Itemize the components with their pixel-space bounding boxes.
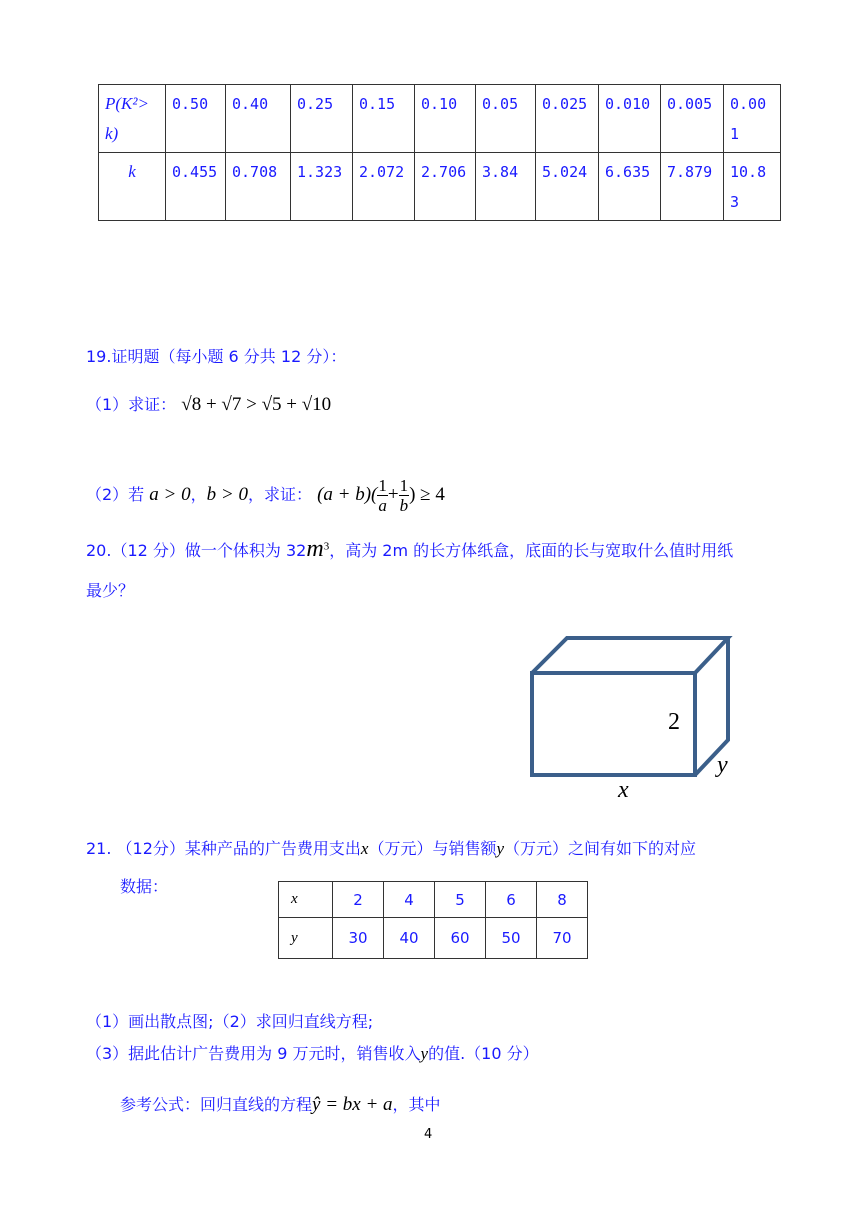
table-cell: 6.635 [599,153,661,221]
q19-part1 [86,392,331,416]
q19-rhs: ) ≥ 4 [409,484,445,505]
table-cell: 0.40 [226,85,291,153]
table-cell: 60 [435,918,486,959]
q21-ref-b: ，其中 [392,1095,441,1114]
page-number: 4 [424,1127,433,1142]
fraction-numerator: 1 [399,476,409,495]
table-cell: 5 [435,882,486,918]
table-row [99,85,781,153]
table-cell: 2.072 [353,153,415,221]
table-row [279,882,588,918]
q20-unit: m [306,536,324,562]
table-cell: 8 [537,882,588,918]
fraction-numerator: 1 [378,476,387,495]
q19-title: 19.证明题（每小题 6 分共 12 分）： [86,347,347,366]
q20-text-a: 20.（12 分）做一个体积为 32 [86,541,307,560]
table-row [99,153,781,221]
q19-part1-math: √8 + √7 > √5 + √10 [181,394,332,415]
table-cell: 70 [537,918,588,959]
table-header-cell: P(K²>k) [99,85,166,153]
var-y: y [420,1044,429,1063]
table-cell: 0.025 [536,85,599,153]
cuboid-label-height: 2 [668,709,680,735]
table-cell: 10.83 [724,153,781,221]
q21-sub1: （1）画出散点图;（2）求回归直线方程; [86,1012,374,1031]
table-header-cell: x [279,882,333,918]
table-row [279,918,588,959]
table-cell: 2 [333,882,384,918]
table-header-cell: y [279,918,333,959]
fraction-1-over-a [377,476,388,515]
q21-text-b: （万元）与销售额 [368,839,497,858]
q21-line2: 数据： [120,877,169,896]
q20-unit-exp: 3 [323,540,330,553]
table-cell: 0.455 [166,153,226,221]
chi-square-table [98,84,781,221]
var-y: y [496,839,505,858]
table-cell: 7.879 [661,153,724,221]
table-cell: 5.024 [536,153,599,221]
q19-sep: ， [190,485,207,504]
table-cell: 50 [486,918,537,959]
fraction-denominator: b [399,496,409,515]
q21-sub3-b: 的值.（10 分） [428,1044,539,1063]
q19-cond-b: b > 0 [206,484,248,505]
cuboid-figure [520,630,745,805]
q20-line2: 最少？ [86,581,135,600]
cuboid-top-face [532,638,728,673]
q19-part1-label: （1）求证： [86,395,177,414]
table-cell: 0.05 [476,85,536,153]
fraction-1-over-b [399,476,410,515]
table-cell: 0.50 [166,85,226,153]
table-cell: 0.10 [415,85,476,153]
q19-part2-label: （2）若 [86,485,145,504]
q20-text-b: ，高为 2m 的长方体纸盒，底面的长与宽取什么值时用纸 [329,541,734,560]
q19-part2 [86,476,445,515]
cuboid-label-y: y [717,752,728,778]
table-cell: 40 [384,918,435,959]
cuboid-label-x: x [618,777,629,803]
table-cell: 0.010 [599,85,661,153]
q21-ref-math: ŷ = bx + a [312,1094,393,1115]
q21-reference [120,1092,441,1116]
q19-cond-a: a > 0 [149,484,191,505]
xy-data-table [278,881,588,959]
table-cell: 6 [486,882,537,918]
table-header-cell: k [99,153,166,221]
table-cell: 4 [384,882,435,918]
q19-part2-label2: ，求证： [247,485,312,504]
q21-text-a: 21. （12分）某种产品的广告费用支出 [86,839,361,858]
table-cell: 0.15 [353,85,415,153]
table-cell: 30 [333,918,384,959]
table-cell: 0.25 [291,85,353,153]
q21-line1 [86,836,696,859]
table-cell: 2.706 [415,153,476,221]
table-cell: 0.708 [226,153,291,221]
q21-sub3-a: （3）据此估计广告费用为 9 万元时，销售收入 [86,1044,421,1063]
table-cell: 1.323 [291,153,353,221]
q21-ref-a: 参考公式：回归直线的方程 [120,1095,313,1114]
q21-sub3 [86,1041,539,1064]
q19-lhs: (a + b)( [317,484,378,505]
table-cell: 0.001 [724,85,781,153]
q20-line1 [86,536,733,563]
var-x: x [360,839,369,858]
q21-text-c: （万元）之间有如下的对应 [504,839,697,858]
q19-plus: + [387,484,399,505]
table-cell: 3.84 [476,153,536,221]
fraction-denominator: a [378,496,387,515]
table-cell: 0.005 [661,85,724,153]
